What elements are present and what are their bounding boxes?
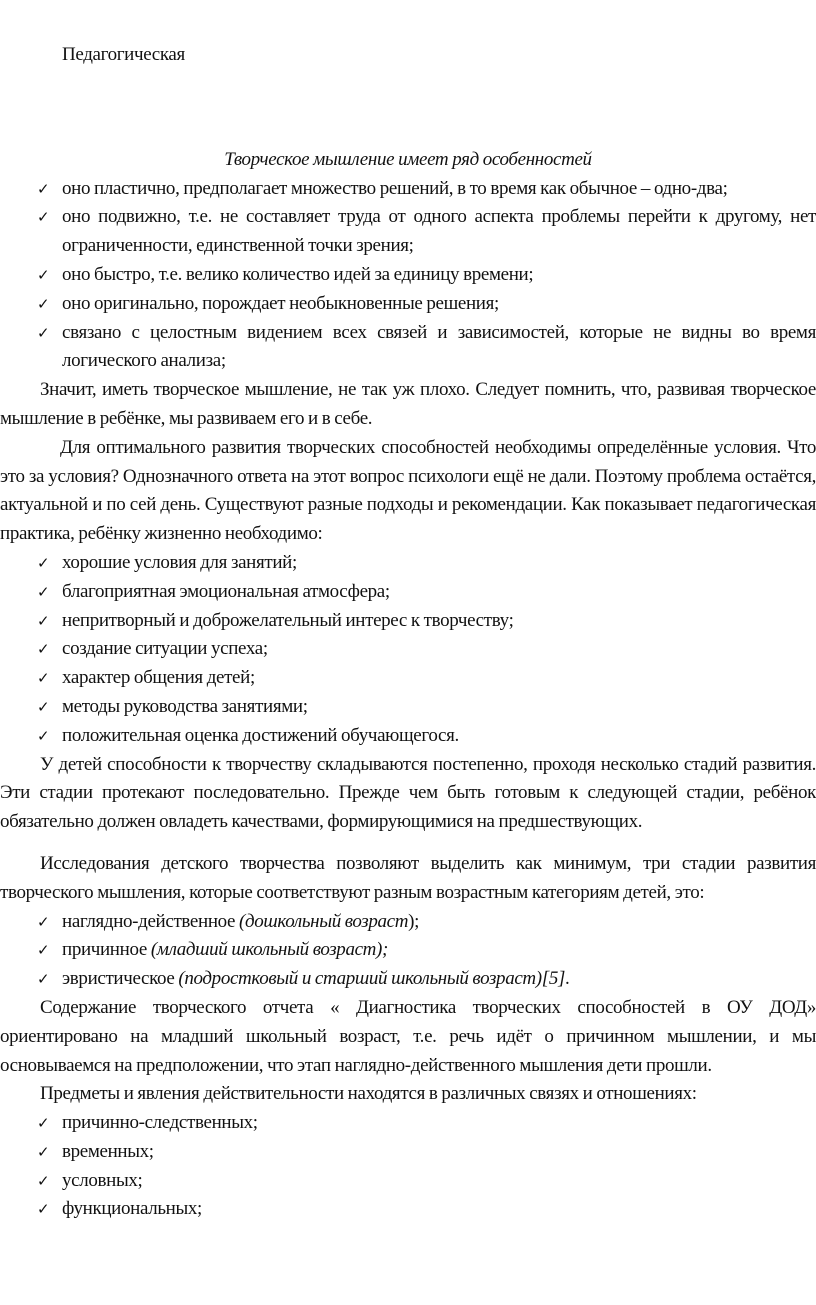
list-item (0, 1138, 816, 1167)
list-item-text: наглядно-действенное (62, 910, 240, 932)
list-item (0, 578, 816, 607)
list-item-text: эвристическое (62, 968, 179, 990)
list-item (0, 290, 816, 319)
checkmark-icon: ✓ (37, 208, 50, 227)
list-item (0, 664, 816, 693)
checkmark-icon: ✓ (37, 640, 50, 659)
list-item (0, 1109, 816, 1138)
list-item (0, 549, 816, 578)
list-item-text: причинное (62, 939, 151, 961)
list-item-text: связано с целостным видением всех связей и зависимостей, которые не видны во время логического анализа; (62, 321, 816, 372)
list-item (0, 936, 816, 965)
list-item-text: оно пластично, предполагает множество решений, в то время как обычное – одно-два; (62, 177, 728, 199)
list-item (0, 319, 816, 377)
list-item-text: характер общения детей; (62, 667, 255, 689)
list-item-text: причинно-следственных; (62, 1112, 258, 1134)
paragraph: Содержание творческого отчета « Диагностика творческих способностей в ОУ ДОД» ориентировано на младший школьный возраст, т.е. речь идёт о причинном мышлении, и мы основываемся на предположении, что этап наглядно-действенного мышления дети прошли. (0, 996, 816, 1076)
list-item (0, 1167, 816, 1196)
list-item-tail: . (565, 968, 570, 990)
list-item-text: методы руководства занятиями; (62, 695, 308, 717)
page-header: Педагогическая (62, 44, 185, 65)
paragraph: У детей способности к творчеству складываются постепенно, проходя несколько стадий развития. Эти стадии протекают последовательно. Прежде чем быть готовым к следующей стадии, ребёнок обязательно должен овладеть качествами, формирующимися на предшествующих. (0, 753, 816, 833)
paragraph: Для оптимального развития творческих способностей необходимы определённые условия. Что это за условия? Однозначного ответа на этот вопрос психологи ещё не дали. Поэтому проблема остаётся, актуальной и по сей день. Существуют разные подходы и рекомендации. Как показывает педагогическая практика, ребёнку жизненно необходимо: (0, 436, 816, 545)
list-item-text: функциональных; (62, 1198, 202, 1220)
checkmark-icon: ✓ (37, 265, 50, 284)
list-item-italic: (младший школьный возраст); (150, 939, 389, 961)
list-item-text: создание ситуации успеха; (62, 638, 268, 660)
list-item (0, 203, 816, 261)
features-list (0, 175, 816, 377)
list-item (0, 1195, 816, 1224)
list-item-italic: (подростковый и старший школьный возраст)[5] (178, 968, 566, 990)
checkmark-icon: ✓ (37, 582, 50, 601)
list-item-text: благоприятная эмоциональная атмосфера; (62, 580, 390, 602)
checkmark-icon: ✓ (37, 697, 50, 716)
stages-list (0, 908, 816, 994)
list-item-text: оно подвижно, т.е. не составляет труда от одного аспекта проблемы перейти к другому, нет ограниченности, единственной точки зрения; (62, 206, 816, 257)
checkmark-icon: ✓ (37, 1171, 50, 1190)
list-item-text: временных; (62, 1140, 154, 1162)
checkmark-icon: ✓ (37, 912, 50, 931)
list-item-text: оно быстро, т.е. велико количество идей за единицу времени; (62, 263, 534, 285)
list-item (0, 908, 816, 937)
checkmark-icon: ✓ (37, 294, 50, 313)
relations-list (0, 1109, 816, 1224)
checkmark-icon: ✓ (37, 553, 50, 572)
list-item (0, 722, 816, 751)
list-item-text: хорошие условия для занятий; (62, 551, 297, 573)
list-item-text: условных; (62, 1169, 143, 1191)
list-item-tail: ); (408, 910, 420, 932)
list-item-text: положительная оценка достижений обучающегося. (62, 724, 459, 746)
list-item-italic: (дошкольный возраст (239, 910, 409, 932)
checkmark-icon: ✓ (37, 669, 50, 688)
list-item (0, 635, 816, 664)
list-item (0, 607, 816, 636)
paragraph: Исследования детского творчества позволяют выделить как минимум, три стадии развития творческого мышления, которые соответствуют разным возрастным категориям детей, это: (0, 852, 816, 903)
checkmark-icon: ✓ (37, 941, 50, 960)
list-item (0, 965, 816, 994)
checkmark-icon: ✓ (37, 1200, 50, 1219)
checkmark-icon: ✓ (37, 323, 50, 342)
checkmark-icon: ✓ (37, 726, 50, 745)
checkmark-icon: ✓ (37, 611, 50, 630)
list-item (0, 175, 816, 204)
checkmark-icon: ✓ (37, 179, 50, 198)
checkmark-icon: ✓ (37, 1142, 50, 1161)
list-item-text: непритворный и доброжелательный интерес к творчеству; (62, 609, 514, 631)
list-item-text: оно оригинально, порождает необыкновенные решения; (62, 292, 499, 314)
paragraph: Предметы и явления действительности находятся в различных связях и отношениях: (40, 1083, 697, 1105)
paragraph: Значит, иметь творческое мышление, не так уж плохо. Следует помнить, что, развивая творческое мышление в ребёнке, мы развиваем его и в себе. (0, 379, 816, 429)
section-title: Творческое мышление имеет ряд особенностей (224, 148, 592, 170)
checkmark-icon: ✓ (37, 1114, 50, 1133)
checkmark-icon: ✓ (37, 970, 50, 989)
conditions-list (0, 549, 816, 751)
list-item (0, 693, 816, 722)
list-item (0, 261, 816, 290)
